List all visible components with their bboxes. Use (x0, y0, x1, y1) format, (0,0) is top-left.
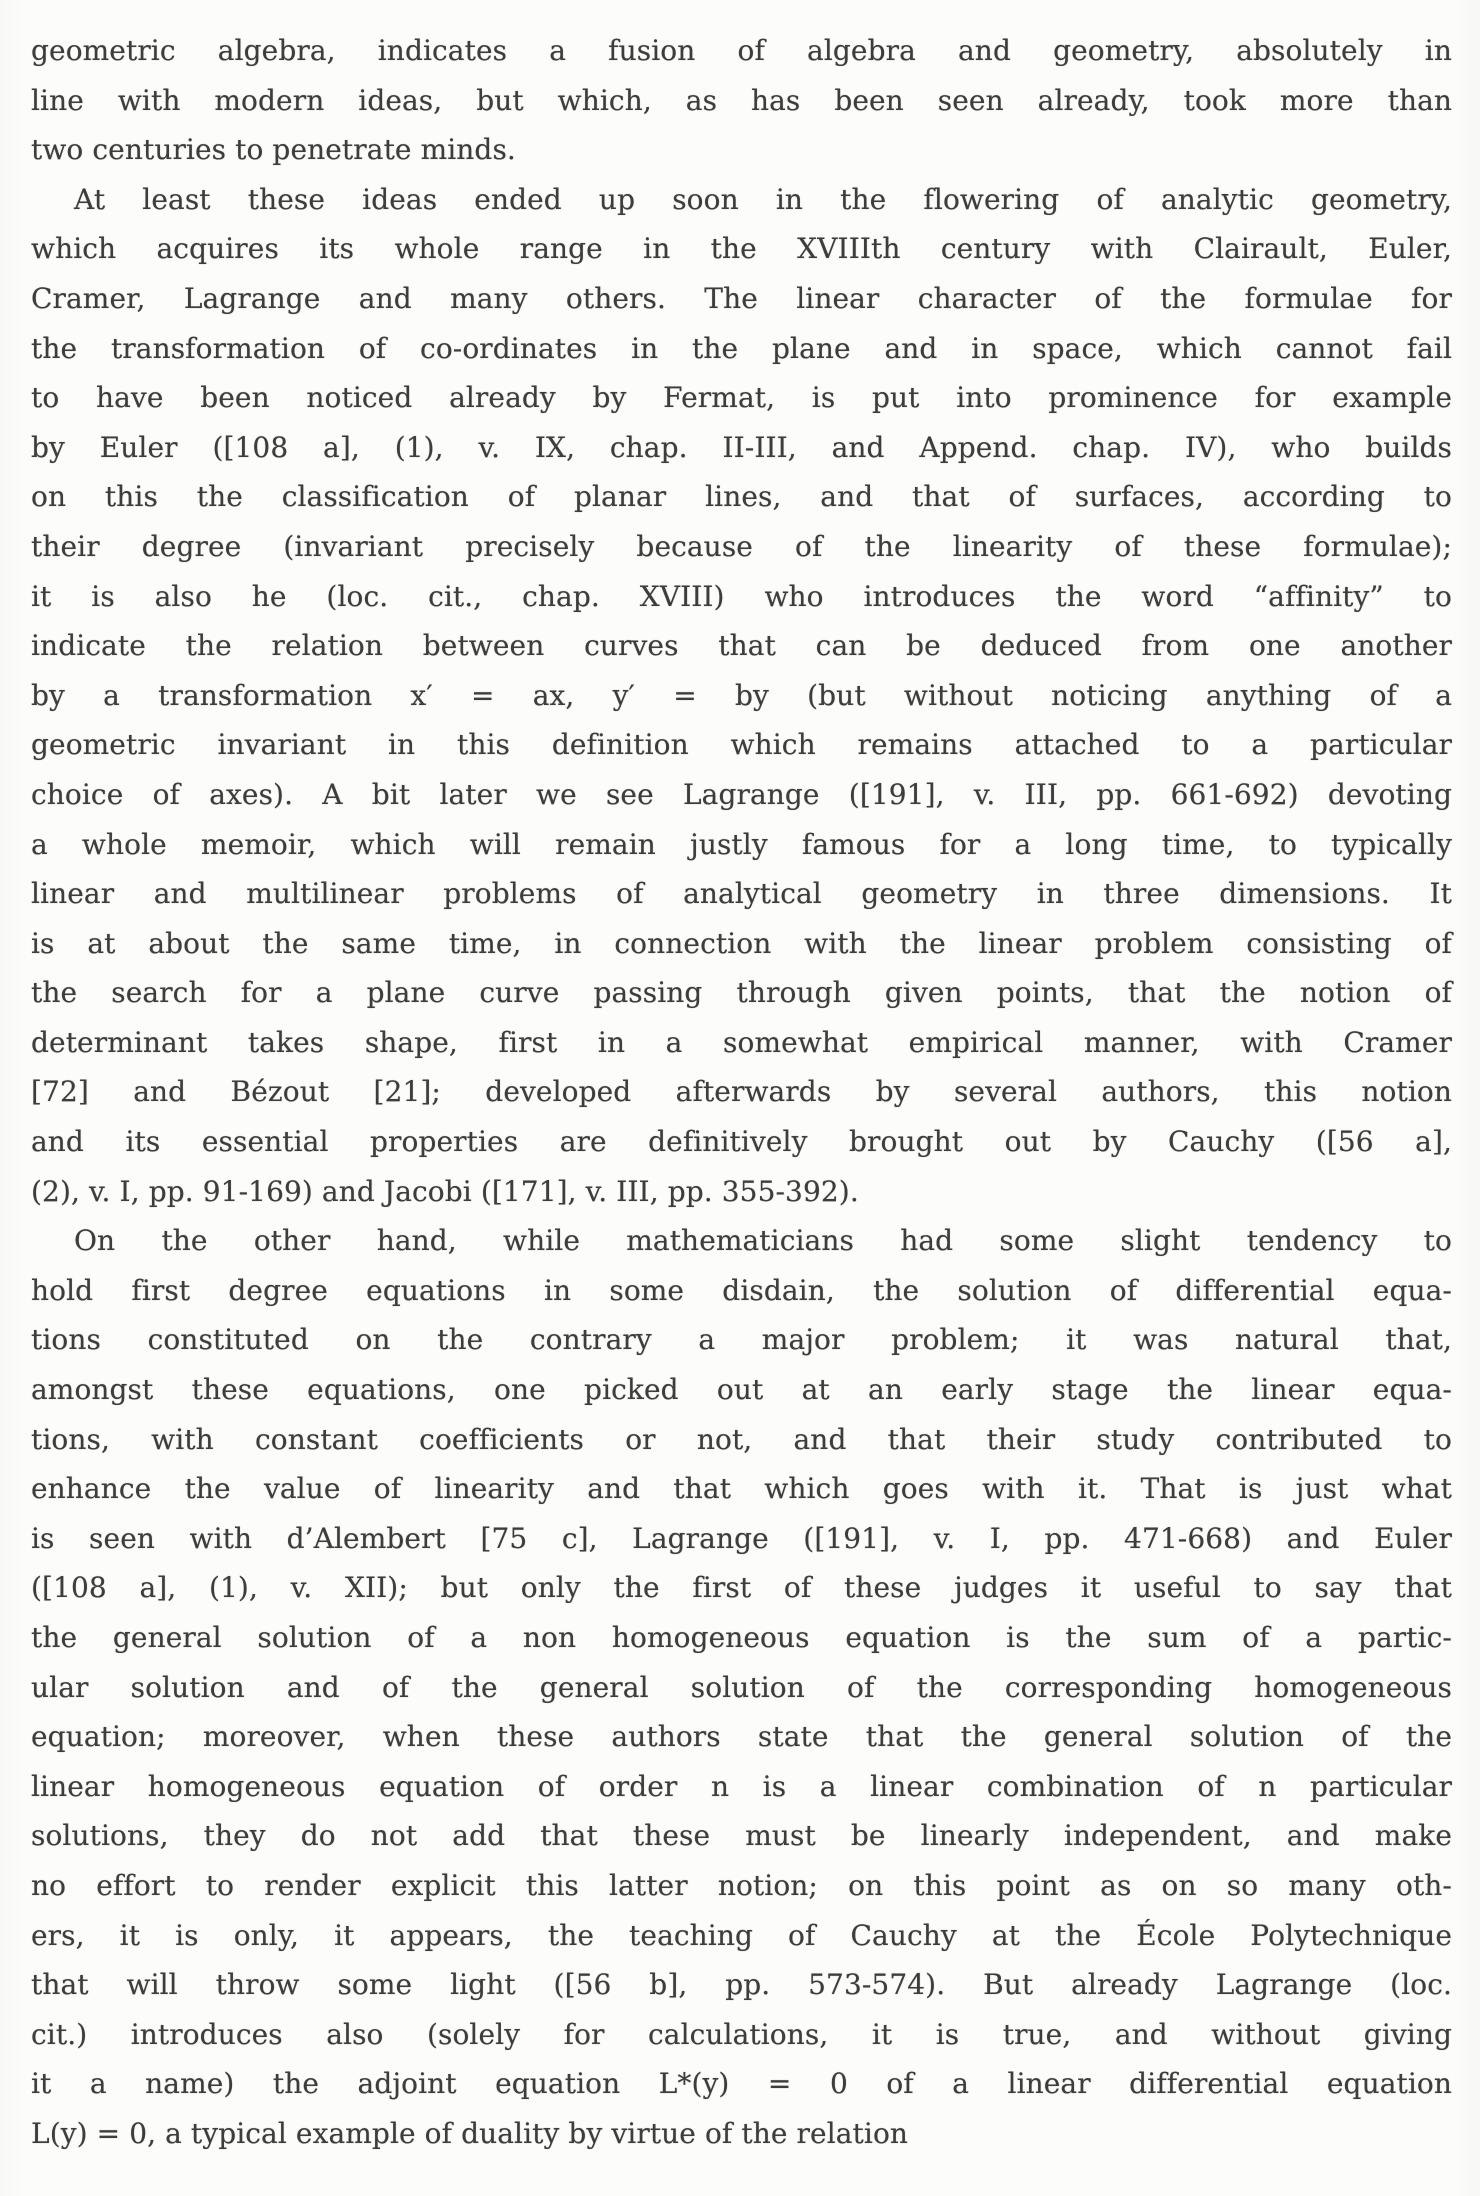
text-line: a whole memoir, which will remain justly famous for a long time, to typically (31, 827, 1452, 861)
text-line: equation; moreover, when these authors state that the general solution of the (31, 1720, 1452, 1754)
text-line: by a transformation x′ = ax, y′ = by (but without noticing anything of a (31, 678, 1452, 712)
text-line: to have been noticed already by Fermat, is put into prominence for example (31, 381, 1452, 415)
text-line: it is also he (loc. cit., chap. XVIII) who introduces the word “affinity” to (31, 579, 1452, 613)
text-line: the transformation of co-ordinates in the plane and in space, which cannot fail (31, 331, 1452, 365)
text-line: indicate the relation between curves that can be deduced from one another (31, 629, 1452, 663)
text-line: L(y) = 0, a typical example of duality by virtue of the relation (31, 2116, 909, 2150)
text-line: [72] and Bézout [21]; developed afterwards by several authors, this notion (31, 1075, 1452, 1109)
text-line: geometric algebra, indicates a fusion of algebra and geometry, absolutely in (31, 34, 1452, 67)
text-line: hold first degree equations in some disdain, the solution of differential equa- (31, 1273, 1452, 1307)
text-line: cit.) introduces also (solely for calculations, it is true, and without giving (31, 2017, 1452, 2051)
text-line: the search for a plane curve passing through given points, that the notion of (31, 976, 1452, 1010)
text-line: determinant takes shape, first in a somewhat empirical manner, with Cramer (31, 1025, 1452, 1059)
text-line: ular solution and of the general solution of the corresponding homogeneous (31, 1670, 1452, 1704)
text-line: it a name) the adjoint equation L*(y) = 0 of a linear differential equation (31, 2067, 1452, 2101)
text-line: tions, with constant coefficients or not, and that their study contributed to (31, 1422, 1452, 1456)
text-line: their degree (invariant precisely because of the linearity of these formulae); (31, 529, 1452, 563)
text-line: is at about the same time, in connection with the linear problem consisting of (31, 926, 1452, 960)
text-line: ([108 a], (1), v. XII); but only the first of these judges it useful to say that (31, 1571, 1452, 1605)
text-line: amongst these equations, one picked out at an early stage the linear equa- (31, 1373, 1452, 1407)
text-line: tions constituted on the contrary a major problem; it was natural that, (31, 1323, 1452, 1357)
text-line: On the other hand, while mathematicians had some slight tendency to (74, 1224, 1452, 1258)
text-line: (2), v. I, pp. 91-169) and Jacobi ([171], v. III, pp. 355-392). (31, 1174, 859, 1208)
text-line: At least these ideas ended up soon in the flowering of analytic geometry, (74, 182, 1452, 216)
text-line: two centuries to penetrate minds. (31, 133, 516, 167)
text-line: which acquires its whole range in the XVIIIth century with Clairault, Euler, (31, 232, 1452, 266)
text-line: ers, it is only, it appears, the teaching of Cauchy at the École Polytechnique (31, 1918, 1452, 1952)
text-line: linear and multilinear problems of analytical geometry in three dimensions. It (31, 877, 1452, 911)
text-line: solutions, they do not add that these must be linearly independent, and make (31, 1819, 1452, 1853)
text-line: enhance the value of linearity and that which goes with it. That is just what (31, 1472, 1452, 1506)
text-line: and its essential properties are definitively brought out by Cauchy ([56 a], (31, 1125, 1452, 1159)
text-line: is seen with d’Alembert [75 c], Lagrange ([191], v. I, pp. 471-668) and Euler (31, 1521, 1452, 1555)
text-line: linear homogeneous equation of order n is a linear combination of n particular (31, 1769, 1452, 1803)
text-line: that will throw some light ([56 b], pp. 573-574). But already Lagrange (loc. (31, 1968, 1452, 2002)
page-text (31, 26, 1452, 2159)
text-line: by Euler ([108 a], (1), v. IX, chap. II-III, and Append. chap. IV), who builds (31, 430, 1452, 464)
text-line: line with modern ideas, but which, as has been seen already, took more than (31, 83, 1452, 117)
text-line: geometric invariant in this definition which remains attached to a particular (31, 728, 1452, 762)
text-line: no effort to render explicit this latter notion; on this point as on so many oth- (31, 1868, 1452, 1902)
text-line: Cramer, Lagrange and many others. The linear character of the formulae for (31, 281, 1452, 315)
text-line: choice of axes). A bit later we see Lagrange ([191], v. III, pp. 661-692) devoting (31, 777, 1452, 811)
text-line: on this the classification of planar lines, and that of surfaces, according to (31, 480, 1452, 514)
text-line: the general solution of a non homogeneous equation is the sum of a partic- (31, 1621, 1452, 1654)
